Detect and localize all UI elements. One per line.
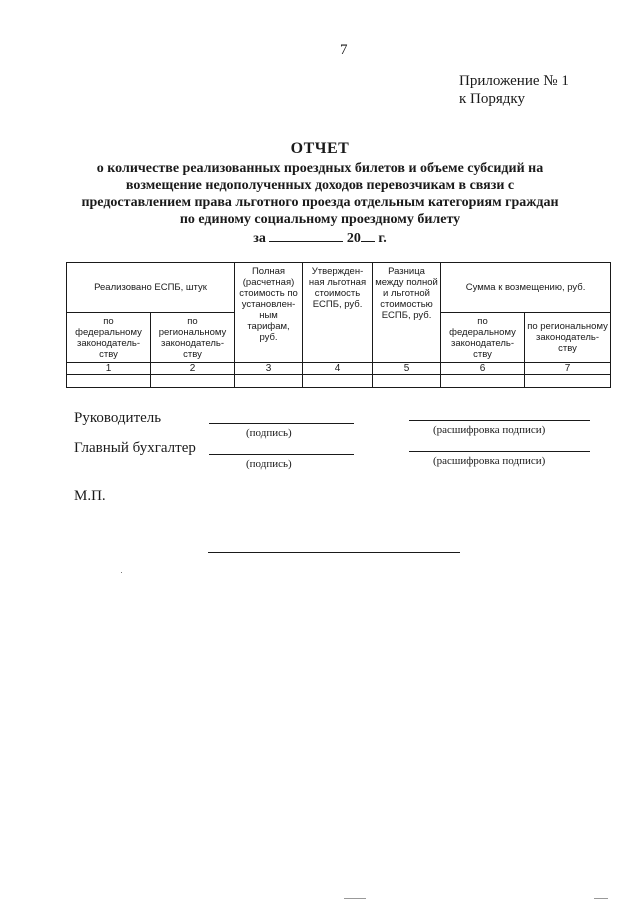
period-blank-field[interactable] — [269, 230, 343, 242]
accountant-decoding-line[interactable] — [409, 451, 590, 452]
report-title: ОТЧЕТ — [290, 140, 350, 157]
table-cell[interactable] — [525, 375, 611, 388]
column-number: 6 — [441, 363, 525, 375]
period-prefix: за — [253, 231, 266, 246]
table-cell[interactable] — [373, 375, 441, 388]
head-signature-line[interactable] — [209, 423, 354, 424]
head-signature-caption: (подпись) — [246, 427, 292, 439]
table-cell[interactable] — [151, 375, 235, 388]
report-table — [66, 262, 611, 388]
column-number: 2 — [151, 363, 235, 375]
report-subtitle-line-2: возмещение недополученных доходов перевозчикам в связи с — [125, 178, 515, 193]
appendix-line-2: к Порядку — [459, 91, 525, 107]
accountant-label: Главный бухгалтер — [74, 440, 196, 456]
period-year-prefix: 20 — [346, 231, 361, 246]
column-number: 3 — [235, 363, 303, 375]
scan-speck — [121, 572, 122, 573]
table-cell[interactable] — [67, 375, 151, 388]
period-suffix: г. — [378, 231, 387, 246]
header-compensation: Сумма к возмещению, руб. — [441, 263, 611, 313]
column-number: 4 — [303, 363, 373, 375]
header-full-cost: Полная (расчетная) стоимость по установлен-ным тарифам, руб. — [235, 263, 303, 363]
appendix-note — [459, 72, 569, 108]
header-comp-regional: по региональному законодатель-ству — [525, 313, 611, 363]
table-row — [67, 375, 611, 388]
head-decoding-caption: (расшифровка подписи) — [433, 424, 546, 436]
header-comp-federal: по федеральному законодатель-ству — [441, 313, 525, 363]
header-difference: Разница между полной и льготной стоимостью ЕСПБ, руб. — [373, 263, 441, 363]
accountant-signature-caption: (подпись) — [246, 458, 292, 470]
column-number: 7 — [525, 363, 611, 375]
header-sold: Реализовано ЕСПБ, штук — [67, 263, 235, 313]
appendix-line-1: Приложение № 1 — [459, 73, 569, 89]
scan-mark — [344, 898, 366, 899]
period-year-blank[interactable] — [361, 230, 375, 242]
header-sold-federal: по федеральному законодатель-ству — [67, 313, 151, 363]
bottom-line[interactable] — [208, 552, 460, 553]
header-approved-cost: Утвержден-ная льготная стоимость ЕСПБ, руб. — [303, 263, 373, 363]
accountant-signature-line[interactable] — [209, 454, 354, 455]
table-header-row-1 — [67, 263, 611, 313]
report-title-block — [60, 140, 580, 247]
page-number: 7 — [340, 42, 348, 58]
report-subtitle-line-4: по единому социальному проездному билету — [179, 212, 461, 227]
report-period — [60, 230, 580, 247]
table-cell[interactable] — [303, 375, 373, 388]
scan-mark — [594, 898, 608, 899]
report-subtitle-line-1: о количестве реализованных проездных билетов и объеме субсидий на — [96, 161, 544, 176]
accountant-decoding-caption: (расшифровка подписи) — [433, 455, 546, 467]
table-cell[interactable] — [441, 375, 525, 388]
header-sold-regional: по региональному законодатель-ству — [151, 313, 235, 363]
report-subtitle-line-3: предоставлением права льготного проезда отдельным категориям граждан — [81, 195, 559, 210]
head-decoding-line[interactable] — [409, 420, 590, 421]
table-cell[interactable] — [235, 375, 303, 388]
column-number: 1 — [67, 363, 151, 375]
stamp-label: М.П. — [74, 488, 106, 504]
table-number-row — [67, 363, 611, 375]
head-label: Руководитель — [74, 410, 162, 426]
column-number: 5 — [373, 363, 441, 375]
